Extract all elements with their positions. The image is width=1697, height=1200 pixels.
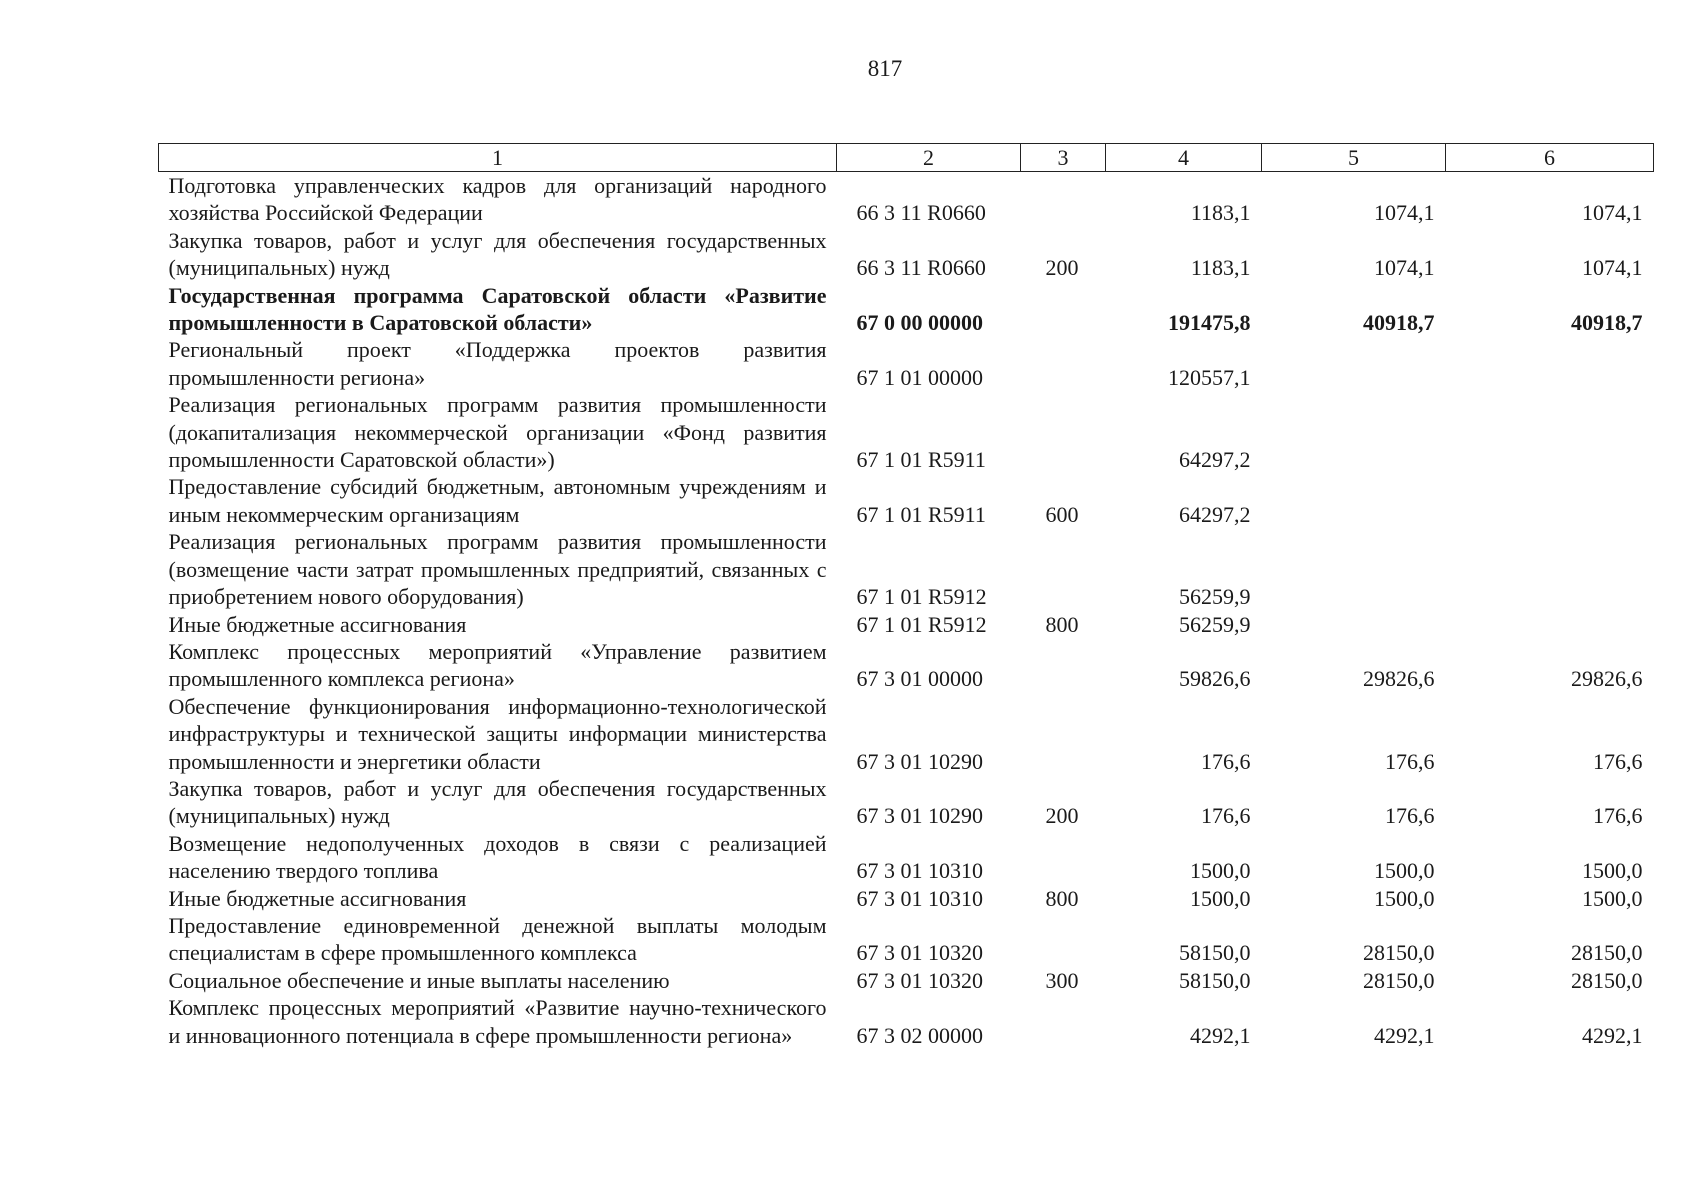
column-header-5: 5	[1262, 144, 1446, 172]
row-code-cell: 67 3 01 10320	[856, 940, 983, 966]
row-name-cell: Комплекс процессных мероприятий «Развитие научно-технического и инновационного потенциала в сфере промышленности региона»	[168, 995, 827, 1048]
row-value-col5-cell: 40918,7	[1363, 310, 1435, 336]
table-row	[159, 282, 1654, 337]
row-value-col6-cell: 28150,0	[1571, 967, 1643, 993]
row-value-col5-cell: 176,6	[1385, 748, 1435, 774]
row-name-cell: Обеспечение функционирования информационно-технологической инфраструктуры и технической защиты информации министерства промышленности и энергетики области	[168, 693, 827, 774]
row-expense-type-cell: 800	[1045, 885, 1079, 911]
column-header-3: 3	[1021, 144, 1106, 172]
row-expense-type-cell	[1021, 912, 1106, 967]
row-name-cell: Региональный проект «Поддержка проектов развития промышленности региона»	[168, 337, 827, 390]
row-code-cell: 66 3 11 R0660	[856, 255, 986, 281]
page-number: 817	[867, 56, 903, 81]
row-value-col6-cell: 1074,1	[1582, 200, 1643, 226]
column-header-6: 6	[1446, 144, 1654, 172]
row-expense-type-cell	[1021, 830, 1106, 885]
row-value-col6-cell	[1446, 391, 1654, 473]
row-name-cell: Реализация региональных программ развития промышленности (возмещение части затрат промышленных предприятий, связанных с приобретением нового оборудования)	[168, 529, 827, 610]
row-value-col5-cell: 1500,0	[1374, 885, 1435, 911]
row-expense-type-cell	[1021, 693, 1106, 775]
row-name-cell: Закупка товаров, работ и услуг для обеспечения государственных (муниципальных) нужд	[168, 775, 827, 829]
row-value-col5-cell: 1500,0	[1374, 858, 1435, 884]
row-value-col6-cell: 29826,6	[1571, 666, 1643, 692]
row-value-col4-cell: 176,6	[1201, 803, 1251, 829]
table-row	[159, 693, 1654, 775]
row-name-cell: Возмещение недополученных доходов в связи с реализацией населению твердого топлива	[168, 830, 827, 884]
table-header	[159, 144, 1654, 172]
row-value-col4-cell: 1183,1	[1190, 255, 1251, 281]
row-value-col6-cell: 40918,7	[1571, 310, 1643, 336]
row-value-col4-cell: 59826,6	[1179, 666, 1251, 692]
row-value-col4-cell: 1500,0	[1190, 885, 1251, 911]
row-code-cell: 67 1 01 R5912	[856, 611, 987, 637]
row-value-col6-cell	[1446, 336, 1654, 391]
row-value-col5-cell: 28150,0	[1363, 940, 1435, 966]
table-row	[159, 967, 1654, 994]
table-row	[159, 994, 1654, 1049]
row-value-col4-cell: 56259,9	[1179, 611, 1251, 637]
row-code-cell: 67 1 01 00000	[856, 364, 983, 390]
row-expense-type-cell: 300	[1045, 967, 1079, 993]
row-name-cell: Комплекс процессных мероприятий «Управление развитием промышленного комплекса региона»	[168, 638, 827, 692]
row-expense-type-cell: 600	[1045, 501, 1079, 527]
table-body	[159, 172, 1654, 1050]
row-expense-type-cell: 200	[1045, 255, 1079, 281]
row-code-cell: 66 3 11 R0660	[856, 200, 986, 226]
row-value-col5-cell	[1262, 611, 1446, 638]
table-row	[159, 611, 1654, 638]
table-row	[159, 912, 1654, 967]
row-code-cell: 67 3 02 00000	[856, 1022, 983, 1048]
row-value-col4-cell: 191475,8	[1168, 310, 1251, 336]
row-value-col5-cell: 28150,0	[1363, 967, 1435, 993]
row-value-col5-cell	[1262, 391, 1446, 473]
row-name-cell: Социальное обеспечение и иные выплаты населению	[168, 967, 670, 993]
row-value-col5-cell: 1074,1	[1374, 255, 1435, 281]
row-value-col4-cell: 1183,1	[1190, 200, 1251, 226]
row-expense-type-cell	[1021, 282, 1106, 337]
row-value-col5-cell	[1262, 336, 1446, 391]
row-value-col5-cell: 176,6	[1385, 803, 1435, 829]
row-value-col4-cell: 120557,1	[1168, 364, 1251, 390]
row-expense-type-cell: 200	[1045, 803, 1079, 829]
table-row	[159, 473, 1654, 528]
row-value-col6-cell: 1074,1	[1582, 255, 1643, 281]
row-expense-type-cell	[1021, 994, 1106, 1049]
budget-table	[158, 143, 1654, 1049]
row-code-cell: 67 1 01 R5911	[856, 447, 986, 473]
row-value-col4-cell: 56259,9	[1179, 584, 1251, 610]
table-row	[159, 336, 1654, 391]
row-value-col4-cell: 176,6	[1201, 748, 1251, 774]
row-value-col4-cell: 4292,1	[1190, 1022, 1251, 1048]
column-header-2: 2	[837, 144, 1021, 172]
table-row	[159, 528, 1654, 610]
row-expense-type-cell	[1021, 391, 1106, 473]
row-code-cell: 67 3 01 00000	[856, 666, 983, 692]
column-header-4: 4	[1106, 144, 1262, 172]
row-name-cell: Закупка товаров, работ и услуг для обеспечения государственных (муниципальных) нужд	[168, 227, 827, 281]
row-value-col5-cell	[1262, 473, 1446, 528]
row-value-col5-cell: 29826,6	[1363, 666, 1435, 692]
row-value-col5-cell: 4292,1	[1374, 1022, 1435, 1048]
row-value-col5-cell	[1262, 528, 1446, 610]
table-row	[159, 885, 1654, 912]
row-code-cell: 67 3 01 10310	[856, 885, 983, 911]
row-name-cell: Иные бюджетные ассигнования	[168, 611, 467, 637]
row-name-cell: Реализация региональных программ развития промышленности (докапитализация некоммерческой организации «Фонд развития промышленности Саратовской области»)	[168, 392, 827, 473]
row-value-col6-cell: 1500,0	[1582, 858, 1643, 884]
row-value-col6-cell: 28150,0	[1571, 940, 1643, 966]
row-value-col4-cell: 1500,0	[1190, 858, 1251, 884]
table-row	[159, 391, 1654, 473]
row-name-cell: Государственная программа Саратовской области «Развитие промышленности в Саратовской области»	[168, 282, 827, 336]
table-row	[159, 172, 1654, 227]
table-row	[159, 775, 1654, 830]
row-code-cell: 67 3 01 10320	[856, 967, 983, 993]
row-value-col4-cell: 58150,0	[1179, 940, 1251, 966]
row-expense-type-cell	[1021, 172, 1106, 227]
column-header-1: 1	[159, 144, 837, 172]
row-expense-type-cell: 800	[1045, 611, 1079, 637]
table-row	[159, 638, 1654, 693]
row-value-col6-cell: 1500,0	[1582, 885, 1643, 911]
row-value-col6-cell: 176,6	[1593, 803, 1643, 829]
row-code-cell: 67 0 00 00000	[856, 310, 983, 336]
row-value-col5-cell: 1074,1	[1374, 200, 1435, 226]
row-expense-type-cell	[1021, 638, 1106, 693]
row-value-col4-cell: 64297,2	[1179, 447, 1251, 473]
row-code-cell: 67 3 01 10310	[856, 858, 983, 884]
row-expense-type-cell	[1021, 528, 1106, 610]
row-name-cell: Подготовка управленческих кадров для организаций народного хозяйства Российской Федерации	[168, 173, 827, 226]
row-code-cell: 67 1 01 R5912	[856, 584, 987, 610]
table-row	[159, 830, 1654, 885]
row-value-col6-cell	[1446, 473, 1654, 528]
row-name-cell: Предоставление субсидий бюджетным, автономным учреждениям и иным некоммерческим организациям	[168, 474, 827, 527]
row-code-cell: 67 3 01 10290	[856, 803, 983, 829]
row-code-cell: 67 3 01 10290	[856, 748, 983, 774]
row-value-col6-cell: 176,6	[1593, 748, 1643, 774]
row-value-col6-cell: 4292,1	[1582, 1022, 1643, 1048]
row-expense-type-cell	[1021, 336, 1106, 391]
row-value-col6-cell	[1446, 611, 1654, 638]
row-name-cell: Предоставление единовременной денежной выплаты молодым специалистам в сфере промышленного комплекса	[168, 912, 827, 966]
header-row	[159, 144, 1654, 172]
row-code-cell: 67 1 01 R5911	[856, 501, 986, 527]
row-value-col4-cell: 58150,0	[1179, 967, 1251, 993]
row-value-col4-cell: 64297,2	[1179, 501, 1251, 527]
table-row	[159, 227, 1654, 282]
row-value-col6-cell	[1446, 528, 1654, 610]
row-name-cell: Иные бюджетные ассигнования	[168, 885, 467, 911]
